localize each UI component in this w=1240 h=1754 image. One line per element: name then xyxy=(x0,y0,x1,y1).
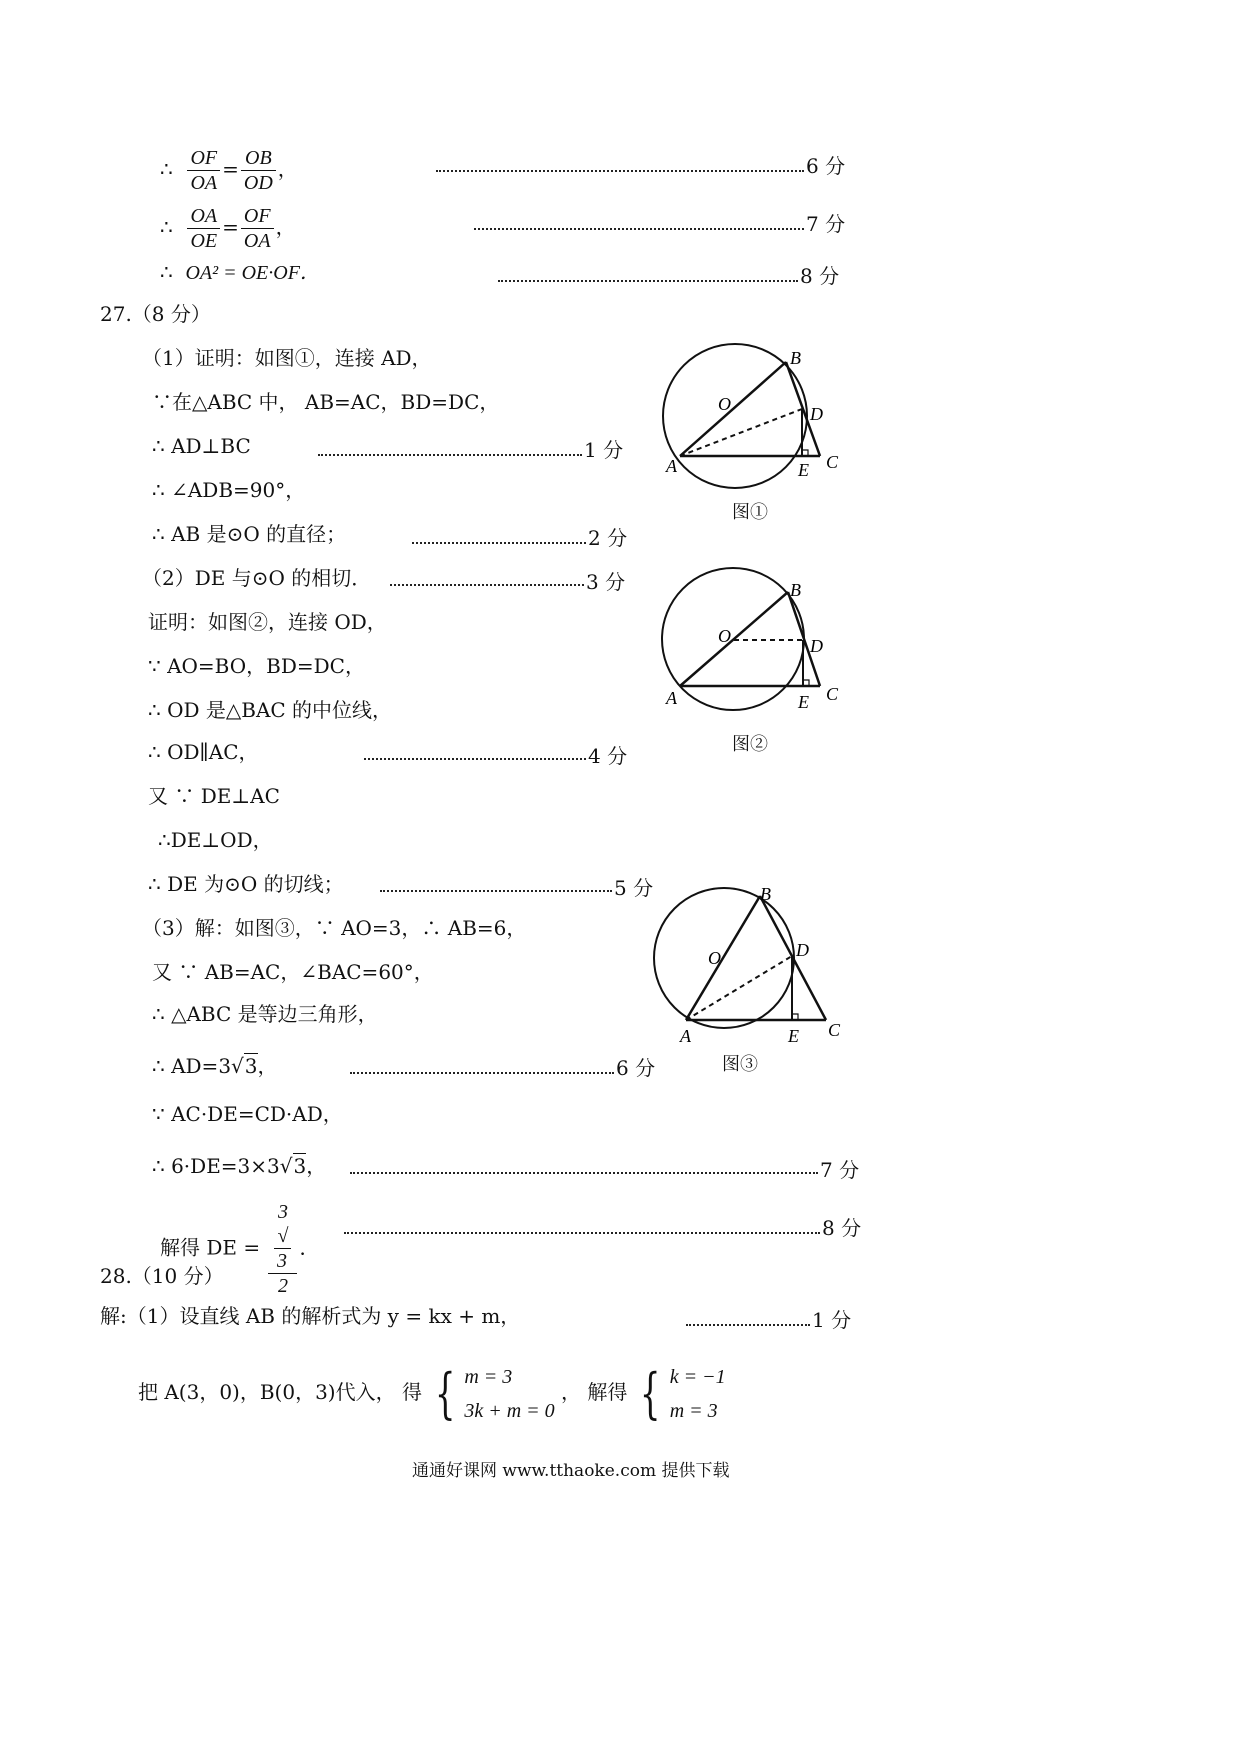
leader-dots xyxy=(474,228,804,230)
svg-text:A: A xyxy=(666,688,677,708)
svg-text:B: B xyxy=(760,884,771,904)
score-label: 3 分 xyxy=(586,570,626,594)
score-label: 7 分 xyxy=(806,212,846,236)
leader-dots xyxy=(412,542,586,544)
score-label: 8 分 xyxy=(800,264,840,288)
leader-dots xyxy=(344,1232,820,1234)
figure-2-diagram xyxy=(650,556,850,726)
leader-dots xyxy=(318,454,582,456)
svg-text:B: B xyxy=(790,580,801,600)
score-label: 6 分 xyxy=(616,1056,656,1080)
figure-3-diagram xyxy=(640,876,850,1046)
svg-text:E: E xyxy=(788,1026,799,1046)
q27-p1-line3: ∴ AD⊥BC xyxy=(152,434,251,458)
q28-line2: 把 A(3，0)，B(0，3)代入， 得 { m = 3 3k + m = 0 ， 解得 { k = −1 m = 3 xyxy=(138,1356,726,1428)
svg-text:D: D xyxy=(810,404,823,424)
q27-p2-line8: ∴ DE 为⊙O 的切线； xyxy=(148,872,344,896)
score-label: 4 分 xyxy=(588,744,628,768)
leader-dots xyxy=(436,170,804,172)
leader-dots xyxy=(686,1324,810,1326)
q27-p2-line3: ∵ AO=BO，BD=DC， xyxy=(148,654,365,678)
svg-text:O: O xyxy=(718,394,731,414)
svg-text:D: D xyxy=(796,940,809,960)
q27-p3-line1: （3）解：如图③，∵ AO=3，∴ AB=6， xyxy=(142,916,527,940)
leader-dots xyxy=(390,584,584,586)
score-label: 8 分 xyxy=(822,1216,862,1240)
score-label: 7 分 xyxy=(820,1158,860,1182)
prev-line-3: ∴ OA² = OE·OF． xyxy=(160,260,320,284)
q27-heading: 27.（8 分） xyxy=(100,302,211,326)
svg-text:D: D xyxy=(810,636,823,656)
leader-dots xyxy=(380,890,612,892)
score-label: 2 分 xyxy=(588,526,628,550)
figure-1-caption: 图① xyxy=(732,502,768,523)
brace: { xyxy=(640,1361,661,1425)
svg-text:O: O xyxy=(708,948,721,968)
q27-p2-line5: ∴ OD∥AC， xyxy=(148,740,259,764)
fraction: $\frac{OA}{OE}$ xyxy=(187,204,220,253)
q27-p2-line7: ∴DE⊥OD， xyxy=(158,828,273,852)
equation-system-1: m = 3 3k + m = 0 xyxy=(464,1365,555,1422)
q28-line1: 解:（1）设直线 AB 的解析式为 y = kx + m， xyxy=(100,1304,521,1328)
q27-p1-line2: ∵在△ABC 中， AB=AC，BD=DC， xyxy=(152,390,500,414)
figure-1-diagram xyxy=(650,330,850,500)
fraction: 3 √ 3 2 xyxy=(268,1200,297,1298)
q27-p1-line1: （1）证明：如图①，连接 AD， xyxy=(142,346,432,370)
q27-p3-line4: ∴ AD=3√3， xyxy=(152,1054,278,1078)
equation-system-2: k = −1 m = 3 xyxy=(669,1365,726,1422)
leader-dots xyxy=(350,1172,818,1174)
svg-text:E: E xyxy=(798,692,809,712)
svg-text:A: A xyxy=(666,456,677,476)
q27-p3-line7: 解得 DE = 3 √ 3 2 ． xyxy=(160,1201,320,1297)
sqrt: √3 xyxy=(279,1154,307,1178)
q27-p1-line4: ∴ ∠ADB=90°， xyxy=(152,478,306,502)
leader-dots xyxy=(364,758,586,760)
svg-text:C: C xyxy=(826,684,839,704)
prev-line-1: ∴ $\frac{OF}{OA}$ = $\frac{OB}{OD}$ ， xyxy=(160,147,298,194)
q27-p2-line1: （2）DE 与⊙O 的相切． xyxy=(142,566,372,590)
fraction: $\frac{OF}{OA}$ xyxy=(241,204,274,253)
svg-text:C: C xyxy=(826,452,839,472)
brace: { xyxy=(434,1361,456,1425)
q27-p1-line5: ∴ AB 是⊙O 的直径； xyxy=(152,522,347,546)
score-label: 5 分 xyxy=(614,876,654,900)
score-label: 6 分 xyxy=(806,154,846,178)
q28-heading: 28.（10 分） xyxy=(100,1264,224,1288)
figure-3-caption: 图③ xyxy=(722,1054,758,1075)
score-label: 1 分 xyxy=(812,1308,852,1332)
q27-p3-line2: 又 ∵ AB=AC，∠BAC=60°， xyxy=(152,960,434,984)
svg-text:C: C xyxy=(828,1020,841,1040)
svg-text:O: O xyxy=(718,626,731,646)
fraction: $\frac{OF}{OA}$ xyxy=(187,146,220,195)
svg-text:A: A xyxy=(680,1026,691,1046)
svg-text:B: B xyxy=(790,348,801,368)
sqrt: √3 xyxy=(231,1054,258,1078)
footer-text: 通通好课网 www.tthaoke.com 提供下载 xyxy=(412,1461,730,1481)
fraction: $\frac{OB}{OD}$ xyxy=(241,146,276,195)
prev-line-2: ∴ $\frac{OA}{OE}$ = $\frac{OF}{OA}$ ， xyxy=(160,205,296,252)
svg-text:E: E xyxy=(798,460,809,480)
leader-dots xyxy=(498,280,798,282)
q27-p3-line3: ∴ △ABC 是等边三角形， xyxy=(152,1002,378,1026)
q27-p2-line4: ∴ OD 是△BAC 的中位线， xyxy=(148,698,393,722)
leader-dots xyxy=(350,1072,614,1074)
q27-p2-line2: 证明：如图②，连接 OD， xyxy=(148,610,387,634)
q27-p2-line6: 又 ∵ DE⊥AC xyxy=(148,784,280,808)
q27-p3-line6: ∴ 6·DE=3×3√3， xyxy=(152,1154,327,1178)
score-label: 1 分 xyxy=(584,438,624,462)
q27-p3-line5: ∵ AC·DE=CD·AD， xyxy=(152,1102,343,1126)
figure-2-caption: 图② xyxy=(732,734,768,755)
